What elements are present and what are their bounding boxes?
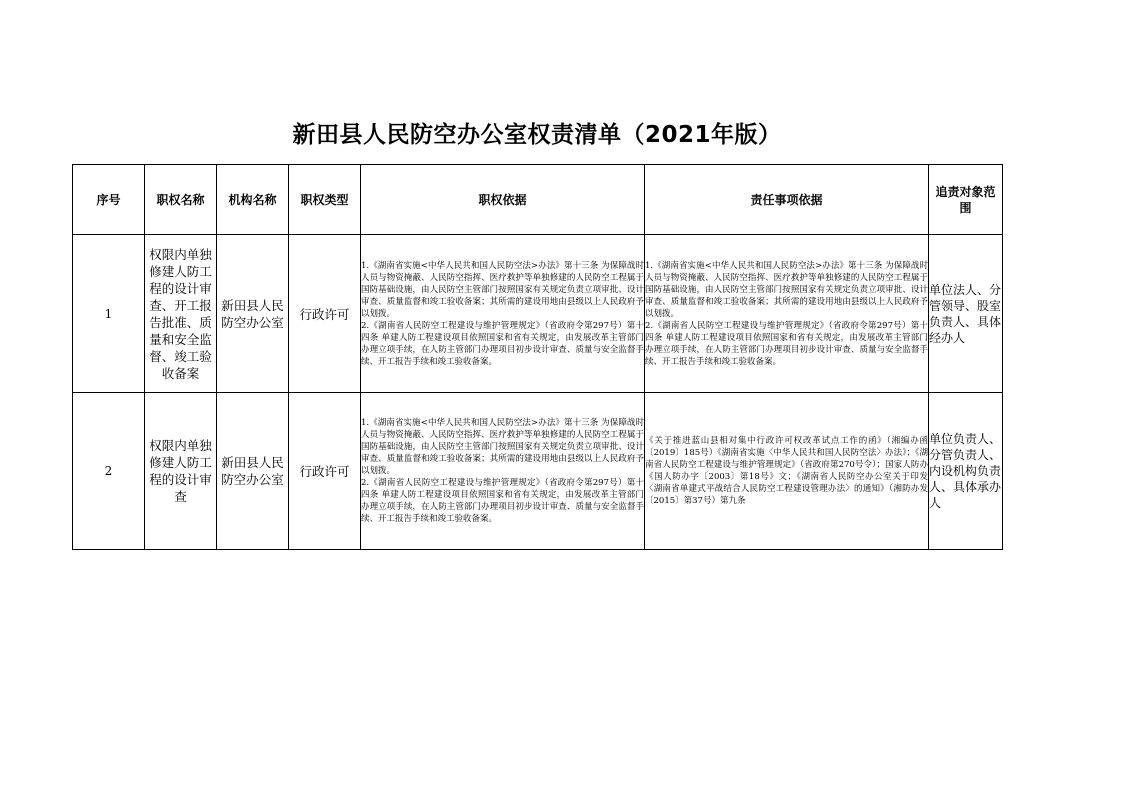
row-power-basis [361,235,645,393]
header-row [73,165,1003,235]
row-org-name: 新田县人民防空办公室 [217,393,289,550]
page-title: 新田县人民防空办公室权责清单（2021年版） [292,122,782,148]
power-responsibility-table [72,164,1003,550]
power-basis-item: 2.《湖南省人民防空工程建设与维护管理规定》（省政府令第297号）第十四条 单建人防工程建设项目依照国家和省有关规定，由发展改革主管部门办理立项手续，在人防主管部门办理项目初步设计审查、质量与安全监督手续、开工报告手续和竣工验收备案。 [361,320,644,367]
row-power-basis [361,393,645,550]
header-accountability-scope: 追责对象范围 [929,165,1003,235]
row-accountability-scope: 单位法人、分管领导、股室负责人、具体经办人 [929,235,1003,393]
power-basis-item: 1.《湖南省实施<中华人民共和国人民防空法>办法》第十三条 为保障战时人员与物资掩蔽、人民防空指挥、医疗救护等单独修建的人民防空工程属于国防基础设施，由人民防空主管部门按照国家有关规定负责立项审批、设计审查、质量监督和竣工验收备案；其所需的建设用地由县级以上人民政府予以划拨。 [361,260,644,319]
row-power-name: 权限内单独修建人防工程的设计审查、开工报告批准、质量和安全监督、竣工验收备案 [145,235,217,393]
row-seq: 1 [73,235,145,393]
row-power-type: 行政许可 [289,393,361,550]
header-power-name: 职权名称 [145,165,217,235]
header-power-basis: 职权依据 [361,165,645,235]
responsibility-basis-item: 2.《湖南省人民防空工程建设与维护管理规定》（省政府令第297号）第十四条 单建人防工程建设项目依照国家和省有关规定，由发展改革主管部门办理立项手续，在人防主管部门办理项目初步设计审查、质量与安全监督手续、开工报告手续和竣工验收备案。 [645,320,928,367]
row-responsibility-basis [645,393,929,550]
responsibility-basis-item: 1.《湖南省实施<中华人民共和国人民防空法>办法》第十三条 为保障战时人员与物资掩蔽、人民防空指挥、医疗救护等单独修建的人民防空工程属于国防基础设施，由人民防空主管部门按照国家有关规定负责立项审批、设计审查、质量监督和竣工验收备案；其所需的建设用地由县级以上人民政府予以划拨。 [645,260,928,319]
power-basis-item: 1.《湖南省实施<中华人民共和国人民防空法>办法》第十三条 为保障战时人员与物资掩蔽、人民防空指挥、医疗救护等单独修建的人民防空工程属于国防基础设施，由人民防空主管部门按照国家有关规定负责立项审批、设计审查、质量监督和竣工验收备案；其所需的建设用地由县级以上人民政府予以划拨。 [361,418,644,476]
table-row [73,235,1003,393]
header-seq: 序号 [73,165,145,235]
table-row [73,393,1003,550]
row-seq: 2 [73,393,145,550]
header-responsibility-basis: 责任事项依据 [645,165,929,235]
header-org-name: 机构名称 [217,165,289,235]
header-power-type: 职权类型 [289,165,361,235]
power-basis-item: 2.《湖南省人民防空工程建设与维护管理规定》（省政府令第297号）第十四条 单建人防工程建设项目依照国家和省有关规定，由发展改革主管部门办理立项手续，在人防主管部门办理项目初步设计审查、质量与安全监督手续、开工报告手续和竣工验收备案。 [361,478,644,524]
row-accountability-scope: 单位负责人、分管负责人、内设机构负责人、具体承办人 [929,393,1003,550]
row-responsibility-basis [645,235,929,393]
responsibility-basis-item: 《关于推进蓝山县相对集中行政许可权改革试点工作的函》（湘编办函〔2019〕185号）《湖南省实施〈中华人民共和国人民防空法〉办法》；《湖南省人民防空工程建设与维护管理规定》（省政府第270号令）；国家人防办《国人防办字〔2003〕第18号》文；《湖南省人民防空办公室关于印发〈湖南省单建式平战结合人民防空工程建设管理办法〉的通知》（湘防办发〔2015〕第37号）第九条 [645,436,928,506]
row-power-name: 权限内单独修建人防工程的设计审查 [145,393,217,550]
row-org-name: 新田县人民防空办公室 [217,235,289,393]
row-power-type: 行政许可 [289,235,361,393]
